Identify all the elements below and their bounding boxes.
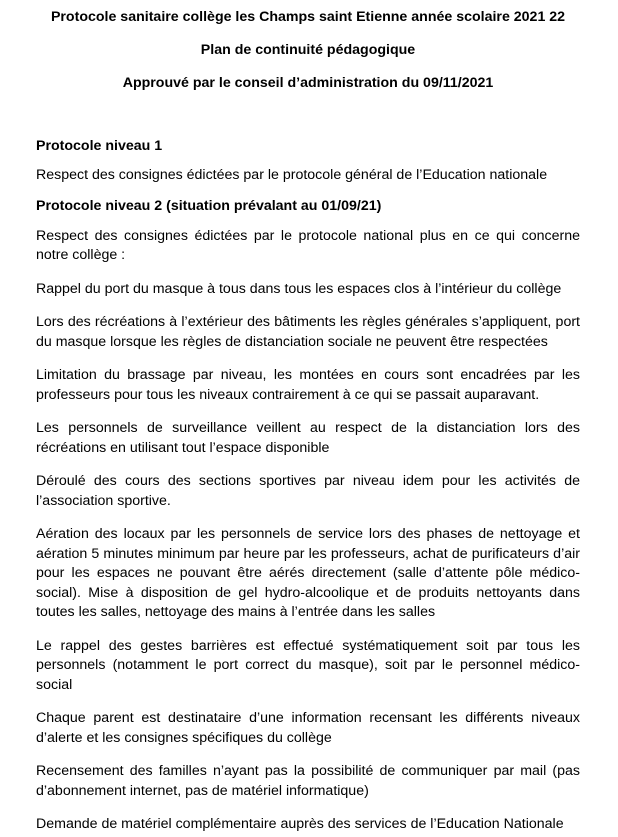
level2-paragraph: Chaque parent est destinataire d’une information recensant les différents niveaux d’alerte et les consignes spécifiques du collège (36, 710, 580, 746)
level2-paragraph: Déroulé des cours des sections sportives par niveau idem pour les activités de l’association sportive. (36, 473, 580, 509)
level2-paragraph: Rappel du port du masque à tous dans tous les espaces clos à l’intérieur du collège (36, 280, 562, 297)
level2-paragraph: Lors des récréations à l’extérieur des bâtiments les règles générales s’appliquent, port du masque lorsque les règles de distanciation sociale ne peuvent être respectées (36, 314, 580, 350)
level2-paragraph: Les personnels de surveillance veillent au respect de la distanciation lors des récréations en utilisant tout l’espace disponible (36, 420, 580, 456)
document-subtitle: Plan de continuité pédagogique (200, 42, 416, 58)
level2-paragraph: Demande de matériel complémentaire auprès des services de l’Education Nationale (36, 816, 564, 832)
level2-heading: Protocole niveau 2 (situation prévalant au 01/09/21) (36, 197, 382, 214)
level1-paragraph: Respect des consignes édictées par le protocole général de l’Education nationale (36, 167, 548, 183)
level2-paragraph: Aération des locaux par les personnels de service lors des phases de nettoyage et aération 5 minutes minimum par heure par les professeurs, achat de purificateurs d’air pour les espaces ne pouvant être aérés directement (salle d’attente pôle médico-social). Mise à disposition de gel hydro-alcoolique et de produits nettoyants dans toutes les salles, nettoyage des mains à l’entrée dans les salles (36, 526, 580, 620)
level2-paragraph: Limitation du brassage par niveau, les montées en cours sont encadrées par les professeurs pour tous les niveaux contrairement à ce qui se passait auparavant. (36, 367, 580, 403)
level2-paragraph: Respect des consignes édictées par le protocole national plus en ce qui concerne notre collège : (36, 227, 580, 263)
level2-paragraph: Recensement des familles n’ayant pas la possibilité de communiquer par mail (pas d’abonnement internet, pas de matériel informatique) (36, 763, 580, 799)
level2-paragraph: Le rappel des gestes barrières est effectué systématiquement soit par tous les personnels (notamment le port correct du masque), soit par le personnel médico-social (36, 637, 580, 693)
level1-heading: Protocole niveau 1 (36, 138, 163, 154)
document-title: Protocole sanitaire collège les Champs saint Etienne année scolaire 2021 22 (50, 9, 566, 25)
approval-line: Approuvé par le conseil d’administration du 09/11/2021 (122, 75, 494, 91)
